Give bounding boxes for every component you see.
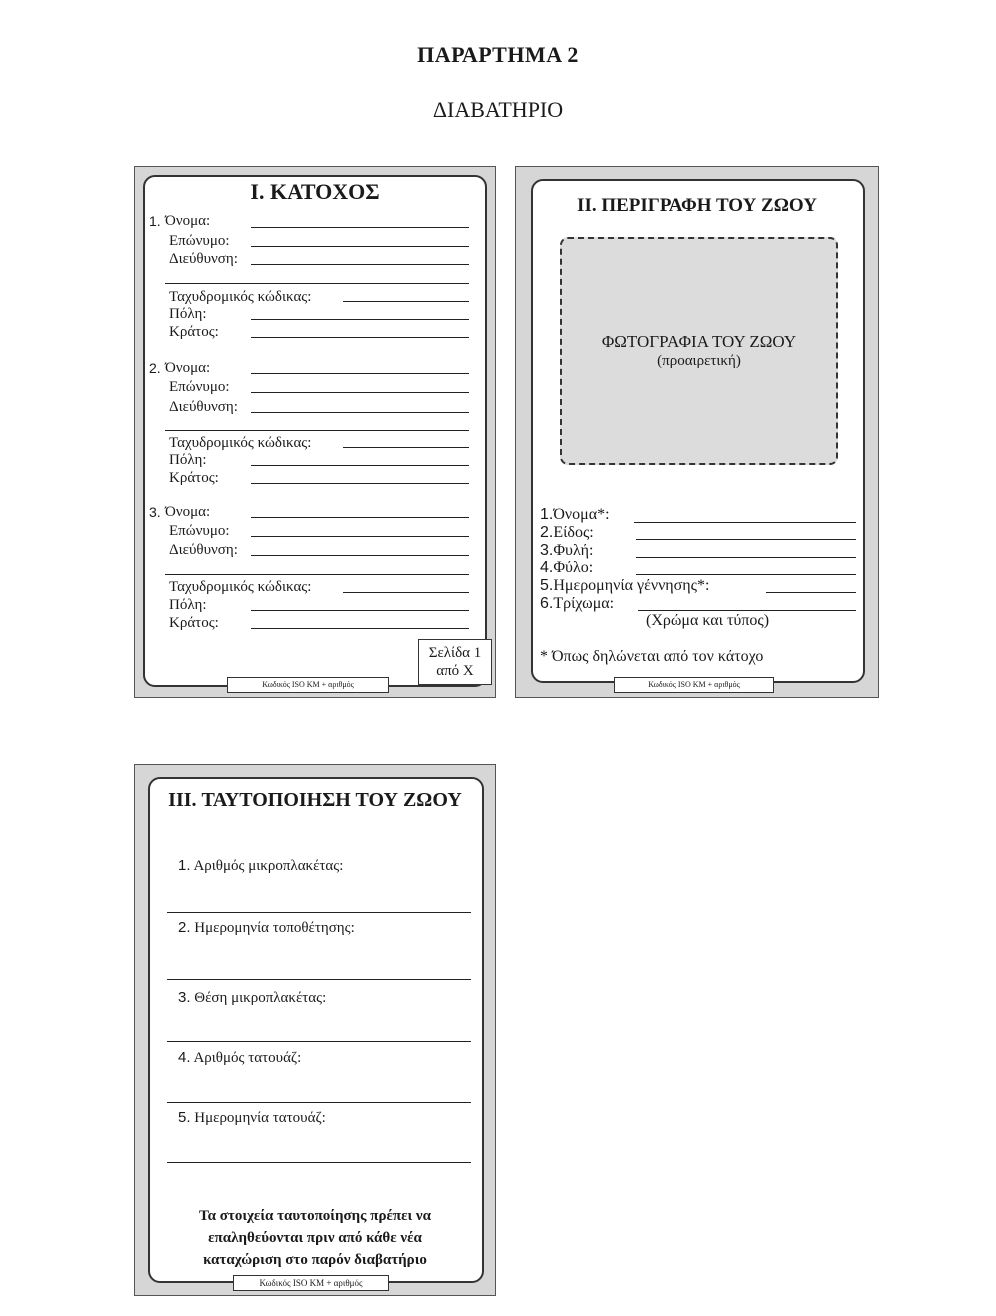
animal-field-5-label: Ημερομηνία γέννησης*: xyxy=(553,577,710,594)
owner-2-postal-line[interactable] xyxy=(343,447,469,448)
owner-2-country-line[interactable] xyxy=(251,483,469,484)
iso-code-label: Κωδικός ISO ΚΜ + αριθμός xyxy=(227,677,389,693)
owner-3-address-label: Διεύθυνση: xyxy=(169,542,238,558)
id-field-1-number: 1. xyxy=(178,857,191,874)
page-number-line-2: από Χ xyxy=(436,663,474,679)
animal-sex-line[interactable] xyxy=(636,574,856,575)
animal-photo-placeholder[interactable] xyxy=(560,237,838,465)
animal-birthdate-line[interactable] xyxy=(766,592,856,593)
animal-field-4 xyxy=(540,560,593,576)
animal-description-panel-title: II. ΠΕΡΙΓΡΑΦΗ ΤΟΥ ΖΩΟΥ xyxy=(577,195,817,216)
microchip-number-line[interactable] xyxy=(167,912,471,913)
id-field-2 xyxy=(178,919,355,937)
owner-2-number: 2. xyxy=(149,360,161,376)
owner-1-surname-label: Επώνυμο: xyxy=(169,233,230,249)
id-field-1 xyxy=(178,857,343,875)
animal-field-2-number: 2. xyxy=(540,524,554,541)
id-field-3-number: 3. xyxy=(178,989,191,1006)
animal-name-line[interactable] xyxy=(634,522,856,523)
animal-field-5 xyxy=(540,578,709,594)
owner-1-address-line-2[interactable] xyxy=(165,283,469,284)
verification-note-line-3: καταχώριση στο παρόν διαβατήριο xyxy=(203,1252,427,1268)
document-subtitle: ΔΙΑΒΑΤΗΡΙΟ xyxy=(432,97,564,122)
owner-2-address-line-2[interactable] xyxy=(165,430,469,431)
animal-field-3-number: 3. xyxy=(540,542,554,559)
owner-3-city-line[interactable] xyxy=(251,610,469,611)
owner-3-name-line[interactable] xyxy=(251,517,469,518)
animal-field-3-label: Φυλή: xyxy=(553,542,594,559)
document-title: ΠΑΡΑΡΤΗΜΑ 2 xyxy=(417,42,579,67)
id-field-4-number: 4. xyxy=(178,1049,191,1066)
animal-field-2 xyxy=(540,525,594,541)
owner-3-address-line[interactable] xyxy=(251,555,469,556)
animal-field-3 xyxy=(540,543,593,559)
owner-1-postal-label: Ταχυδρομικός κώδικας: xyxy=(169,289,312,305)
animal-field-1-number: 1. xyxy=(540,506,554,523)
animal-breed-line[interactable] xyxy=(636,557,856,558)
owner-2-name-line[interactable] xyxy=(251,373,469,374)
owner-3-city-label: Πόλη: xyxy=(169,597,207,613)
id-field-4-label: Αριθμός τατουάζ: xyxy=(193,1050,302,1066)
animal-field-5-number: 5. xyxy=(540,577,554,594)
animal-field-1 xyxy=(540,507,610,523)
animal-field-1-label: Όνομα*: xyxy=(553,506,610,523)
animal-identification-panel-title: III. ΤΑΥΤΟΠΟΙΗΣΗ ΤΟΥ ΖΩΟΥ xyxy=(168,789,462,811)
id-field-3 xyxy=(178,989,326,1007)
photo-caption-line-1: ΦΩΤΟΓΡΑΦΙΑ ΤΟΥ ΖΩΟΥ xyxy=(601,332,797,351)
owner-3-country-label: Κράτος: xyxy=(169,615,219,631)
owner-2-country-label: Κράτος: xyxy=(169,470,219,486)
iso-code-label: Κωδικός ISO ΚΜ + αριθμός xyxy=(233,1275,389,1291)
verification-note xyxy=(155,1205,475,1271)
owner-3-name-label: Όνομα: xyxy=(165,504,211,520)
verification-note-line-1: Τα στοιχεία ταυτοποίησης πρέπει να xyxy=(199,1208,431,1224)
owner-2-name-label: Όνομα: xyxy=(165,360,211,376)
owner-3-surname-line[interactable] xyxy=(251,536,469,537)
owner-2-postal-label: Ταχυδρομικός κώδικας: xyxy=(169,435,312,451)
owner-3-country-line[interactable] xyxy=(251,628,469,629)
owner-panel xyxy=(134,166,496,698)
animal-identification-panel xyxy=(134,764,496,1296)
animal-field-2-label: Είδος: xyxy=(553,524,594,541)
owner-2-surname-label: Επώνυμο: xyxy=(169,379,230,395)
id-field-2-label: Ημερομηνία τοποθέτησης: xyxy=(194,920,355,936)
owner-3-postal-line[interactable] xyxy=(343,592,469,593)
owner-2-address-label: Διεύθυνση: xyxy=(169,399,238,415)
animal-species-line[interactable] xyxy=(636,539,856,540)
implant-date-line[interactable] xyxy=(167,979,471,980)
owner-2-address-line[interactable] xyxy=(251,412,469,413)
id-field-2-number: 2. xyxy=(178,919,191,936)
owner-1-city-line[interactable] xyxy=(251,319,469,320)
owner-declared-footnote: * Όπως δηλώνεται από τον κάτοχο xyxy=(540,648,764,665)
id-field-3-label: Θέση μικροπλακέτας: xyxy=(194,990,327,1006)
owner-panel-title: I. ΚΑΤΟΧΟΣ xyxy=(250,179,380,204)
animal-field-4-number: 4. xyxy=(540,559,554,576)
page-number-box xyxy=(418,639,492,685)
verification-note-line-2: επαληθεύονται πριν από κάθε νέα xyxy=(208,1230,422,1246)
id-field-5-number: 5. xyxy=(178,1109,191,1126)
id-field-4 xyxy=(178,1049,301,1067)
id-field-5 xyxy=(178,1109,326,1127)
animal-field-4-label: Φύλο: xyxy=(553,559,594,576)
page-number-line-1: Σελίδα 1 xyxy=(428,645,482,661)
owner-3-postal-label: Ταχυδρομικός κώδικας: xyxy=(169,579,312,595)
id-field-5-label: Ημερομηνία τατουάζ: xyxy=(194,1110,326,1126)
owner-3-address-line-2[interactable] xyxy=(165,574,469,575)
animal-description-panel xyxy=(515,166,879,698)
owner-2-city-line[interactable] xyxy=(251,465,469,466)
owner-1-address-label: Διεύθυνση: xyxy=(169,251,238,267)
owner-1-name-line[interactable] xyxy=(251,227,469,228)
animal-field-6 xyxy=(540,596,614,612)
coat-hint: (Χρώμα και τύπος) xyxy=(646,612,770,629)
microchip-location-line[interactable] xyxy=(167,1041,471,1042)
owner-3-number: 3. xyxy=(149,504,161,520)
owner-2-city-label: Πόλη: xyxy=(169,452,207,468)
tattoo-number-line[interactable] xyxy=(167,1102,471,1103)
owner-2-surname-line[interactable] xyxy=(251,392,469,393)
owner-1-city-label: Πόλη: xyxy=(169,306,207,322)
photo-caption-line-2: (προαιρετική) xyxy=(657,353,741,369)
iso-code-label: Κωδικός ISO ΚΜ + αριθμός xyxy=(614,677,774,693)
animal-field-6-label: Τρίχωμα: xyxy=(553,595,615,612)
owner-1-number: 1. xyxy=(149,213,161,229)
owner-1-name-label: Όνομα: xyxy=(165,213,211,229)
owner-3-surname-label: Επώνυμο: xyxy=(169,523,230,539)
owner-1-address-line[interactable] xyxy=(251,264,469,265)
owner-1-country-label: Κράτος: xyxy=(169,324,219,340)
animal-field-6-number: 6. xyxy=(540,595,554,612)
owner-1-country-line[interactable] xyxy=(251,337,469,338)
tattoo-date-line[interactable] xyxy=(167,1162,471,1163)
animal-coat-line[interactable] xyxy=(638,610,856,611)
id-field-1-label: Αριθμός μικροπλακέτας: xyxy=(193,858,344,874)
owner-1-postal-line[interactable] xyxy=(343,301,469,302)
owner-1-surname-line[interactable] xyxy=(251,246,469,247)
